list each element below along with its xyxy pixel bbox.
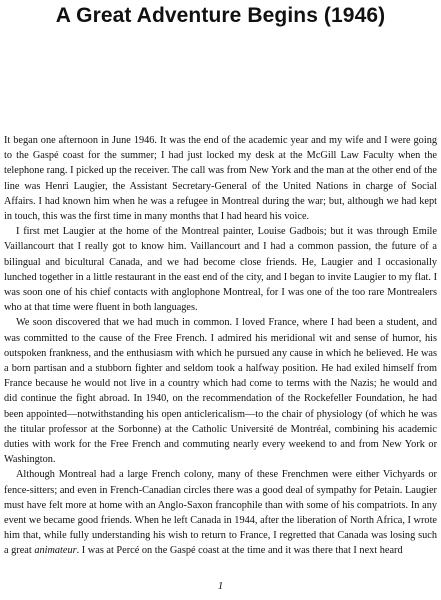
paragraph-2: I first met Laugier at the home of the Montreal painter, Louise Gadbois; but it was through Emile Vaillancourt that I really got to know him. Vaillancourt and I had a common passion, the future of a bilingual and bicultural Canada, and we had become close friends. He, Laugier and I occasionally lunched together in a little restaurant in the east end of the city, and I began to invite Laugier to my flat. I was soon one of his chief contacts with anglophone Montreal, for I was one of the too rare Montrealers who at that time were fluent in both languages.	[4, 226, 437, 314]
chapter-title: A Great Adventure Begins (1946)	[55, 4, 386, 27]
paragraph-4-tail: . I was at Percé on the Gaspé coast at the time and it was there that I next heard	[76, 545, 403, 557]
page-number: 1	[217, 580, 224, 592]
paragraph-4-text: Although Montreal had a large French colony, many of these Frenchmen were either Vichyards or fence-sitters; and even in French-Canadian circles there was a good deal of sympathy for Petain. Laugier must have felt more at home with an Anglo-Saxon francophile than with some of his compatriots. In any event we became good friends. When he left Canada in 1944, after the liberation of North Africa, I wrote him that, while fully understanding his wish to return to France, I regretted that Canada was losing such a great	[4, 469, 437, 557]
paragraph-1: It began one afternoon in June 1946. It was the end of the academic year and my wife and I were going to the Gaspé coast for the summer; I had just locked my desk at the McGill Law Faculty when the telephone rang. I picked up the receiver. The call was from New York and the man at the other end of the line was Henri Laugier, the Assistant Secretary-General of the United Nations in charge of Social Affairs. I had known him when he was a refugee in Montreal during the war; but, although we had kept in touch, this was the first time in many months that I had heard his voice.	[4, 135, 437, 223]
paragraph-3: We soon discovered that we had much in common. I loved France, where I had been a student, and was committed to the cause of the Free French. I admired his meridional wit and sense of humor, his outspoken frankness, and the enthusiasm with which he pursued any cause in which he believed. He was a born partisan and a stubborn fighter and seldom took a halfway position. He had exiled himself from France because he would not live in a country which had come to terms with the Nazis; he would and did continue the fight abroad. In 1940, on the recommendation of the Rockefeller Foundation, he had been appointed—notwithstanding his open anticlericalism—to the chair of physiology (of which he was the titular professor at the Sorbonne) at the Catholic Université de Montréal, combining his academic duties with work for the Free French and commuting nearly every weekend to and from New York or Washington.	[4, 317, 437, 466]
body-text	[4, 133, 437, 559]
paragraph-4	[4, 467, 437, 558]
italic-term: animateur	[34, 545, 77, 557]
